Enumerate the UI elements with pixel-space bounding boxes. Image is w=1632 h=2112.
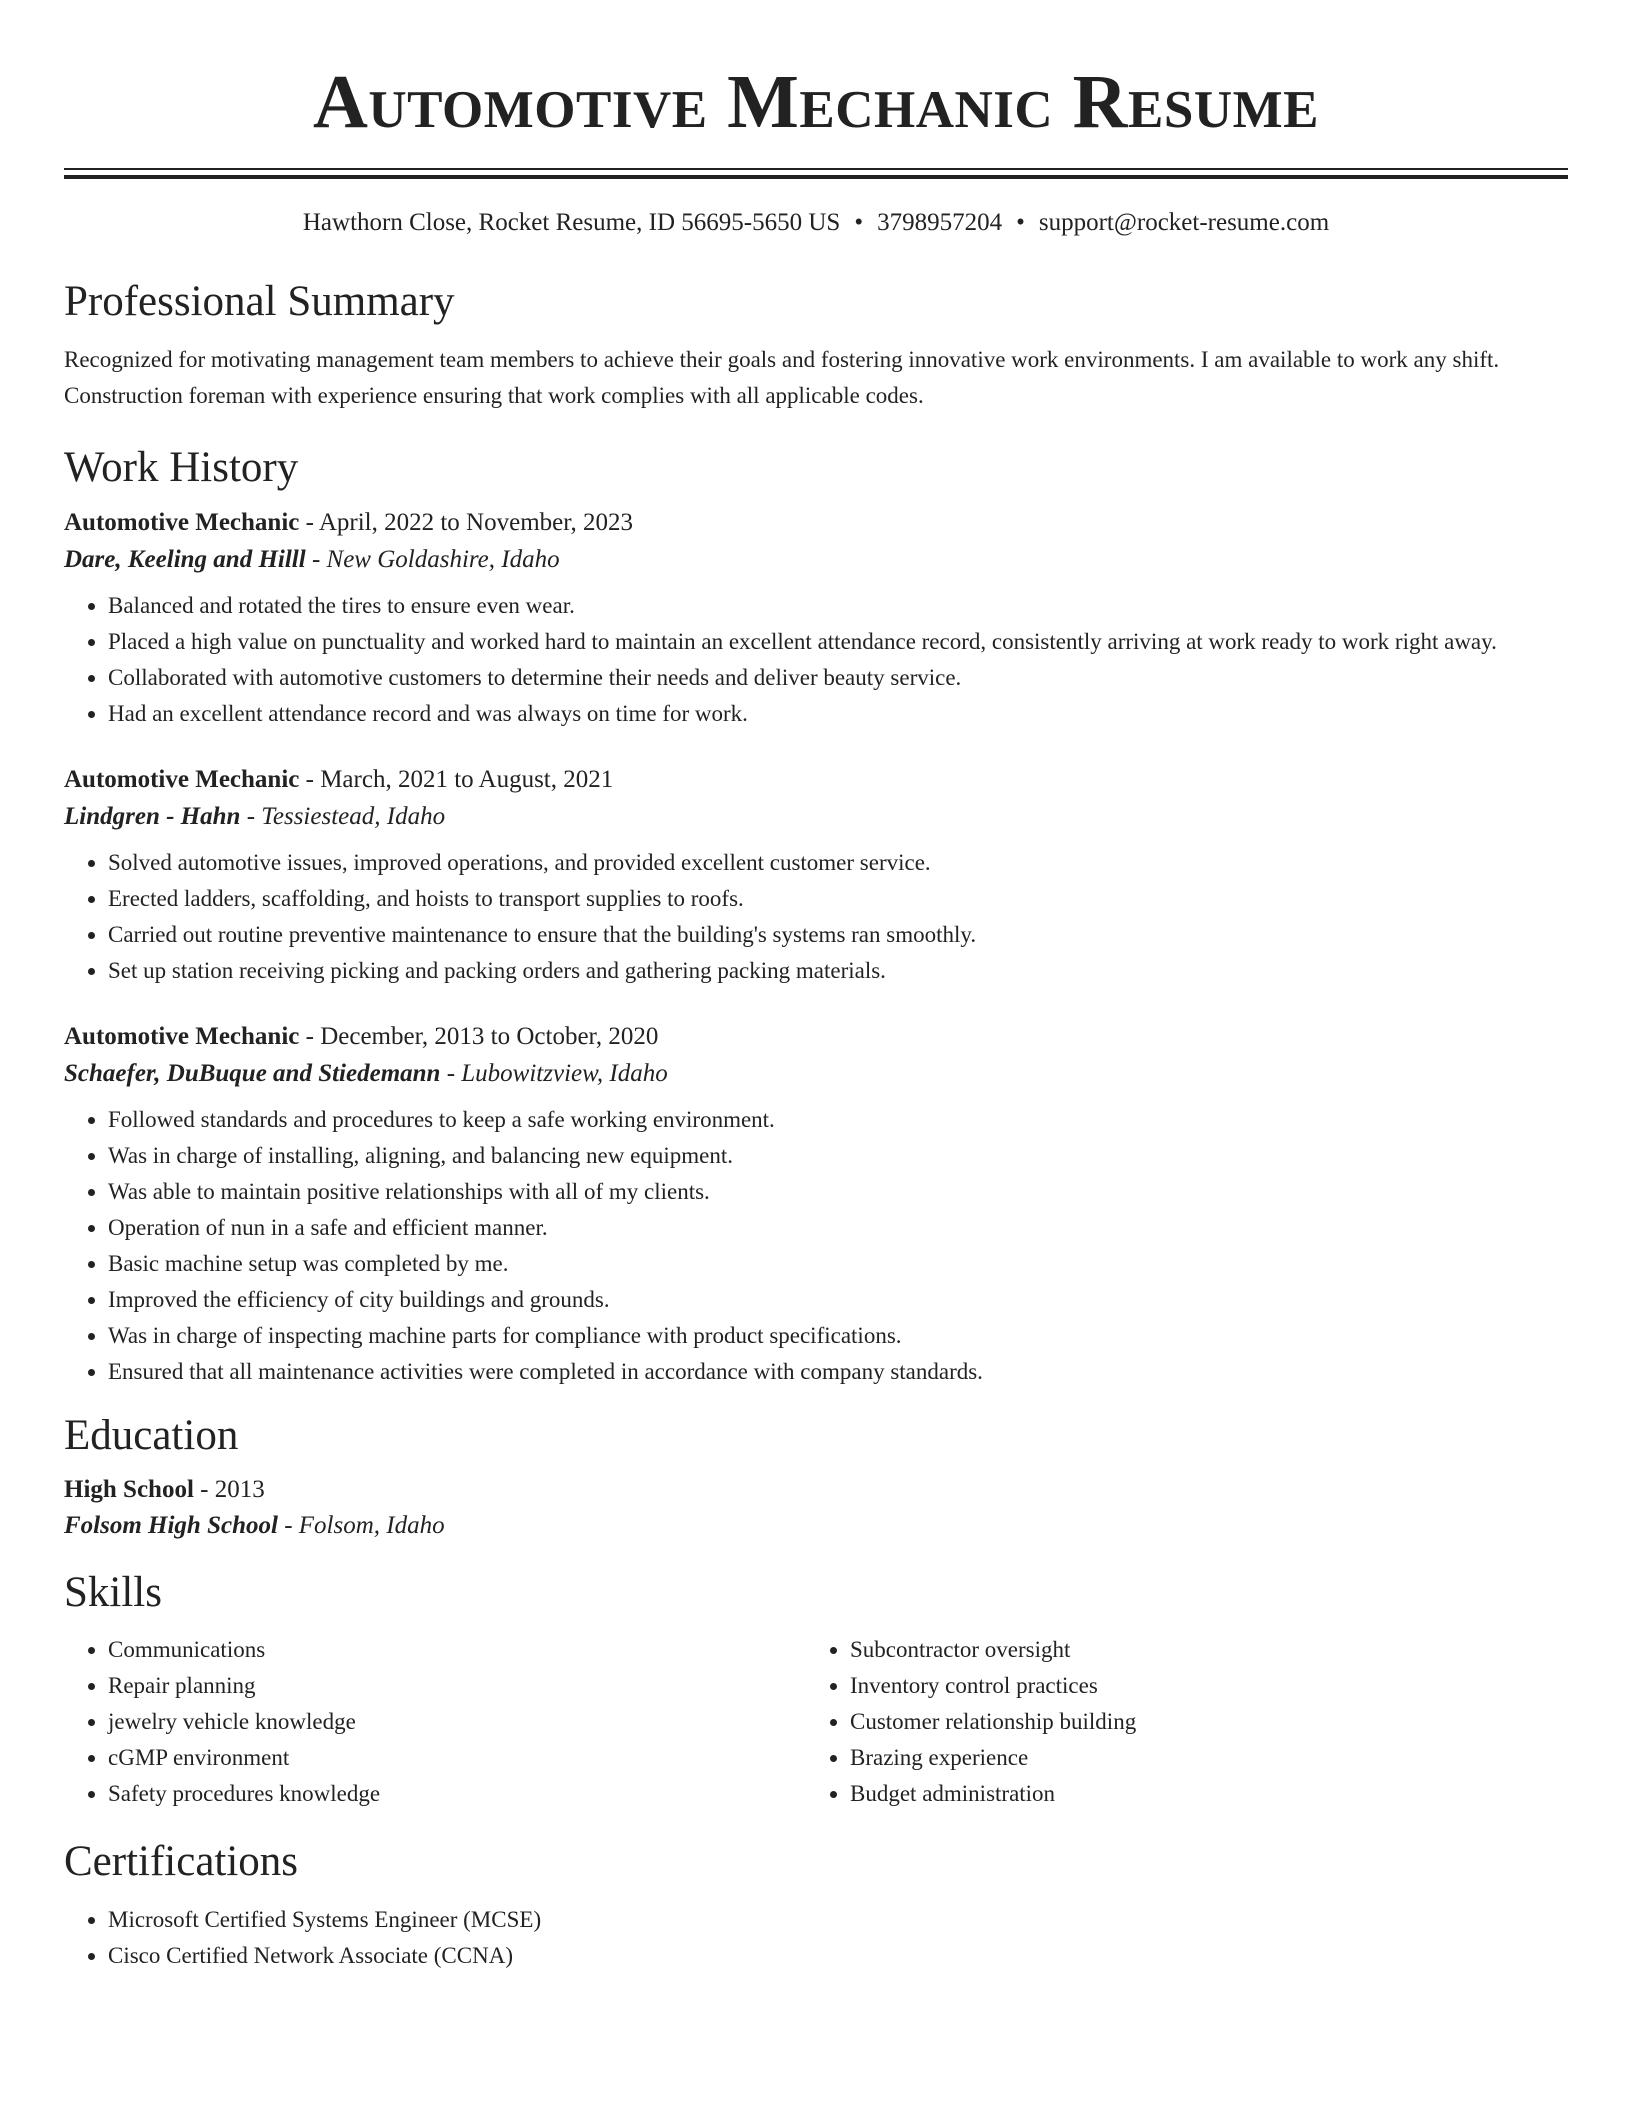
list-item: • Budget administration	[850, 1776, 1548, 1812]
certifications-heading: Certifications	[64, 1838, 299, 1886]
education-school-line	[64, 1510, 1568, 1543]
job-duties-list	[64, 845, 1568, 989]
skills-heading: Skills	[64, 1568, 162, 1616]
list-item: • Operation of nun in a safe and efficient manner.	[108, 1210, 1568, 1246]
job-company: Dare, Keeling and Hilll	[64, 545, 306, 573]
education-heading: Education	[64, 1412, 239, 1460]
resume-page	[64, 0, 1568, 1974]
list-item: • cGMP environment	[108, 1740, 806, 1776]
list-item: • Placed a high value on punctuality and worked hard to maintain an excellent attendance record, consistently arriving at work ready to work right away.	[108, 624, 1568, 660]
skills-column-right	[806, 1632, 1548, 1812]
list-item: • Cisco Certified Network Associate (CCNA)	[108, 1938, 1568, 1974]
list-item: • Improved the efficiency of city buildings and grounds.	[108, 1282, 1568, 1318]
list-item: • Set up station receiving picking and packing orders and gathering packing materials.	[108, 953, 1568, 989]
list-item: • Erected ladders, scaffolding, and hoists to transport supplies to roofs.	[108, 881, 1568, 917]
list-item: • Microsoft Certified Systems Engineer (MCSE)	[108, 1902, 1568, 1938]
job-company: Lindgren - Hahn	[64, 802, 241, 830]
skills-column-left	[64, 1632, 806, 1812]
list-item: • Had an excellent attendance record and was always on time for work.	[108, 696, 1568, 732]
job-location: - New Goldashire, Idaho	[305, 545, 560, 573]
job-role: Automotive Mechanic	[64, 509, 300, 537]
education-degree-line	[64, 1474, 1568, 1507]
job-entry	[64, 764, 1568, 989]
education-location: - Folsom, Idaho	[277, 1512, 445, 1540]
list-item: • Basic machine setup was completed by me.	[108, 1246, 1568, 1282]
list-item: • Carried out routine preventive maintenance to ensure that the building's systems ran smoothly.	[108, 917, 1568, 953]
education-degree: High School	[64, 1475, 194, 1503]
job-role: Automotive Mechanic	[64, 1023, 300, 1051]
list-item: • Customer relationship building	[850, 1704, 1548, 1740]
list-item: • Subcontractor oversight	[850, 1632, 1548, 1668]
skills-columns	[64, 1632, 1568, 1812]
job-duties-list	[64, 1102, 1568, 1390]
job-entry	[64, 507, 1568, 732]
list-item: • Was in charge of installing, aligning, and balancing new equipment.	[108, 1138, 1568, 1174]
skills-list	[64, 1632, 806, 1812]
job-role: Automotive Mechanic	[64, 766, 300, 794]
contact-phone: 3798957204	[877, 209, 1003, 236]
job-dates: - March, 2021 to August, 2021	[299, 766, 614, 794]
list-item: • Repair planning	[108, 1668, 806, 1704]
summary-text: Recognized for motivating management team members to achieve their goals and fostering innovative work environments. I am available to work any shift. Construction foreman with experience ensuring that work complies with all applicable codes.	[64, 346, 1500, 408]
job-location: - Lubowitzview, Idaho	[440, 1059, 668, 1087]
list-item: • Inventory control practices	[850, 1668, 1548, 1704]
list-item: • Safety procedures knowledge	[108, 1776, 806, 1812]
certifications-list	[64, 1902, 1568, 1974]
education-entry	[64, 1474, 1568, 1543]
title-divider	[64, 168, 1568, 170]
job-company: Schaefer, DuBuque and Stiedemann	[64, 1059, 441, 1087]
education-school: Folsom High School	[64, 1512, 278, 1540]
contact-email: support@rocket-resume.com	[1038, 209, 1330, 236]
list-item: • Collaborated with automotive customers to determine their needs and deliver beauty service.	[108, 660, 1568, 696]
job-dates: - April, 2022 to November, 2023	[299, 509, 634, 537]
list-item: • jewelry vehicle knowledge	[108, 1704, 806, 1740]
list-item: • Solved automotive issues, improved operations, and provided excellent customer service.	[108, 845, 1568, 881]
job-title-line	[64, 1021, 1568, 1054]
skills-list	[806, 1632, 1548, 1812]
list-item: • Was able to maintain positive relationships with all of my clients.	[108, 1174, 1568, 1210]
job-company-line	[64, 544, 1568, 577]
job-location: - Tessiestead, Idaho	[240, 802, 446, 830]
job-duties-list	[64, 588, 1568, 732]
job-entry	[64, 1021, 1568, 1390]
contact-separator: •	[1016, 209, 1025, 236]
job-company-line	[64, 801, 1568, 834]
work-history-heading: Work History	[64, 443, 299, 491]
contact-line	[64, 208, 1568, 238]
job-title-line	[64, 764, 1568, 797]
list-item: • Communications	[108, 1632, 806, 1668]
summary-heading: Professional Summary	[64, 278, 455, 325]
list-item: • Followed standards and procedures to keep a safe working environment.	[108, 1102, 1568, 1138]
list-item: • Was in charge of inspecting machine parts for compliance with product specifications.	[108, 1318, 1568, 1354]
contact-address: Hawthorn Close, Rocket Resume, ID 56695-5650 US	[302, 209, 841, 236]
job-company-line	[64, 1058, 1568, 1091]
contact-separator: •	[854, 209, 864, 236]
list-item: • Ensured that all maintenance activities were completed in accordance with company standards.	[108, 1354, 1568, 1390]
job-title-line	[64, 507, 1568, 540]
education-year: - 2013	[193, 1475, 265, 1503]
list-item: • Brazing experience	[850, 1740, 1548, 1776]
job-dates: - December, 2013 to October, 2020	[299, 1023, 659, 1051]
list-item: • Balanced and rotated the tires to ensure even wear.	[108, 588, 1568, 624]
resume-title: Automotive Mechanic Resume	[312, 60, 1320, 144]
